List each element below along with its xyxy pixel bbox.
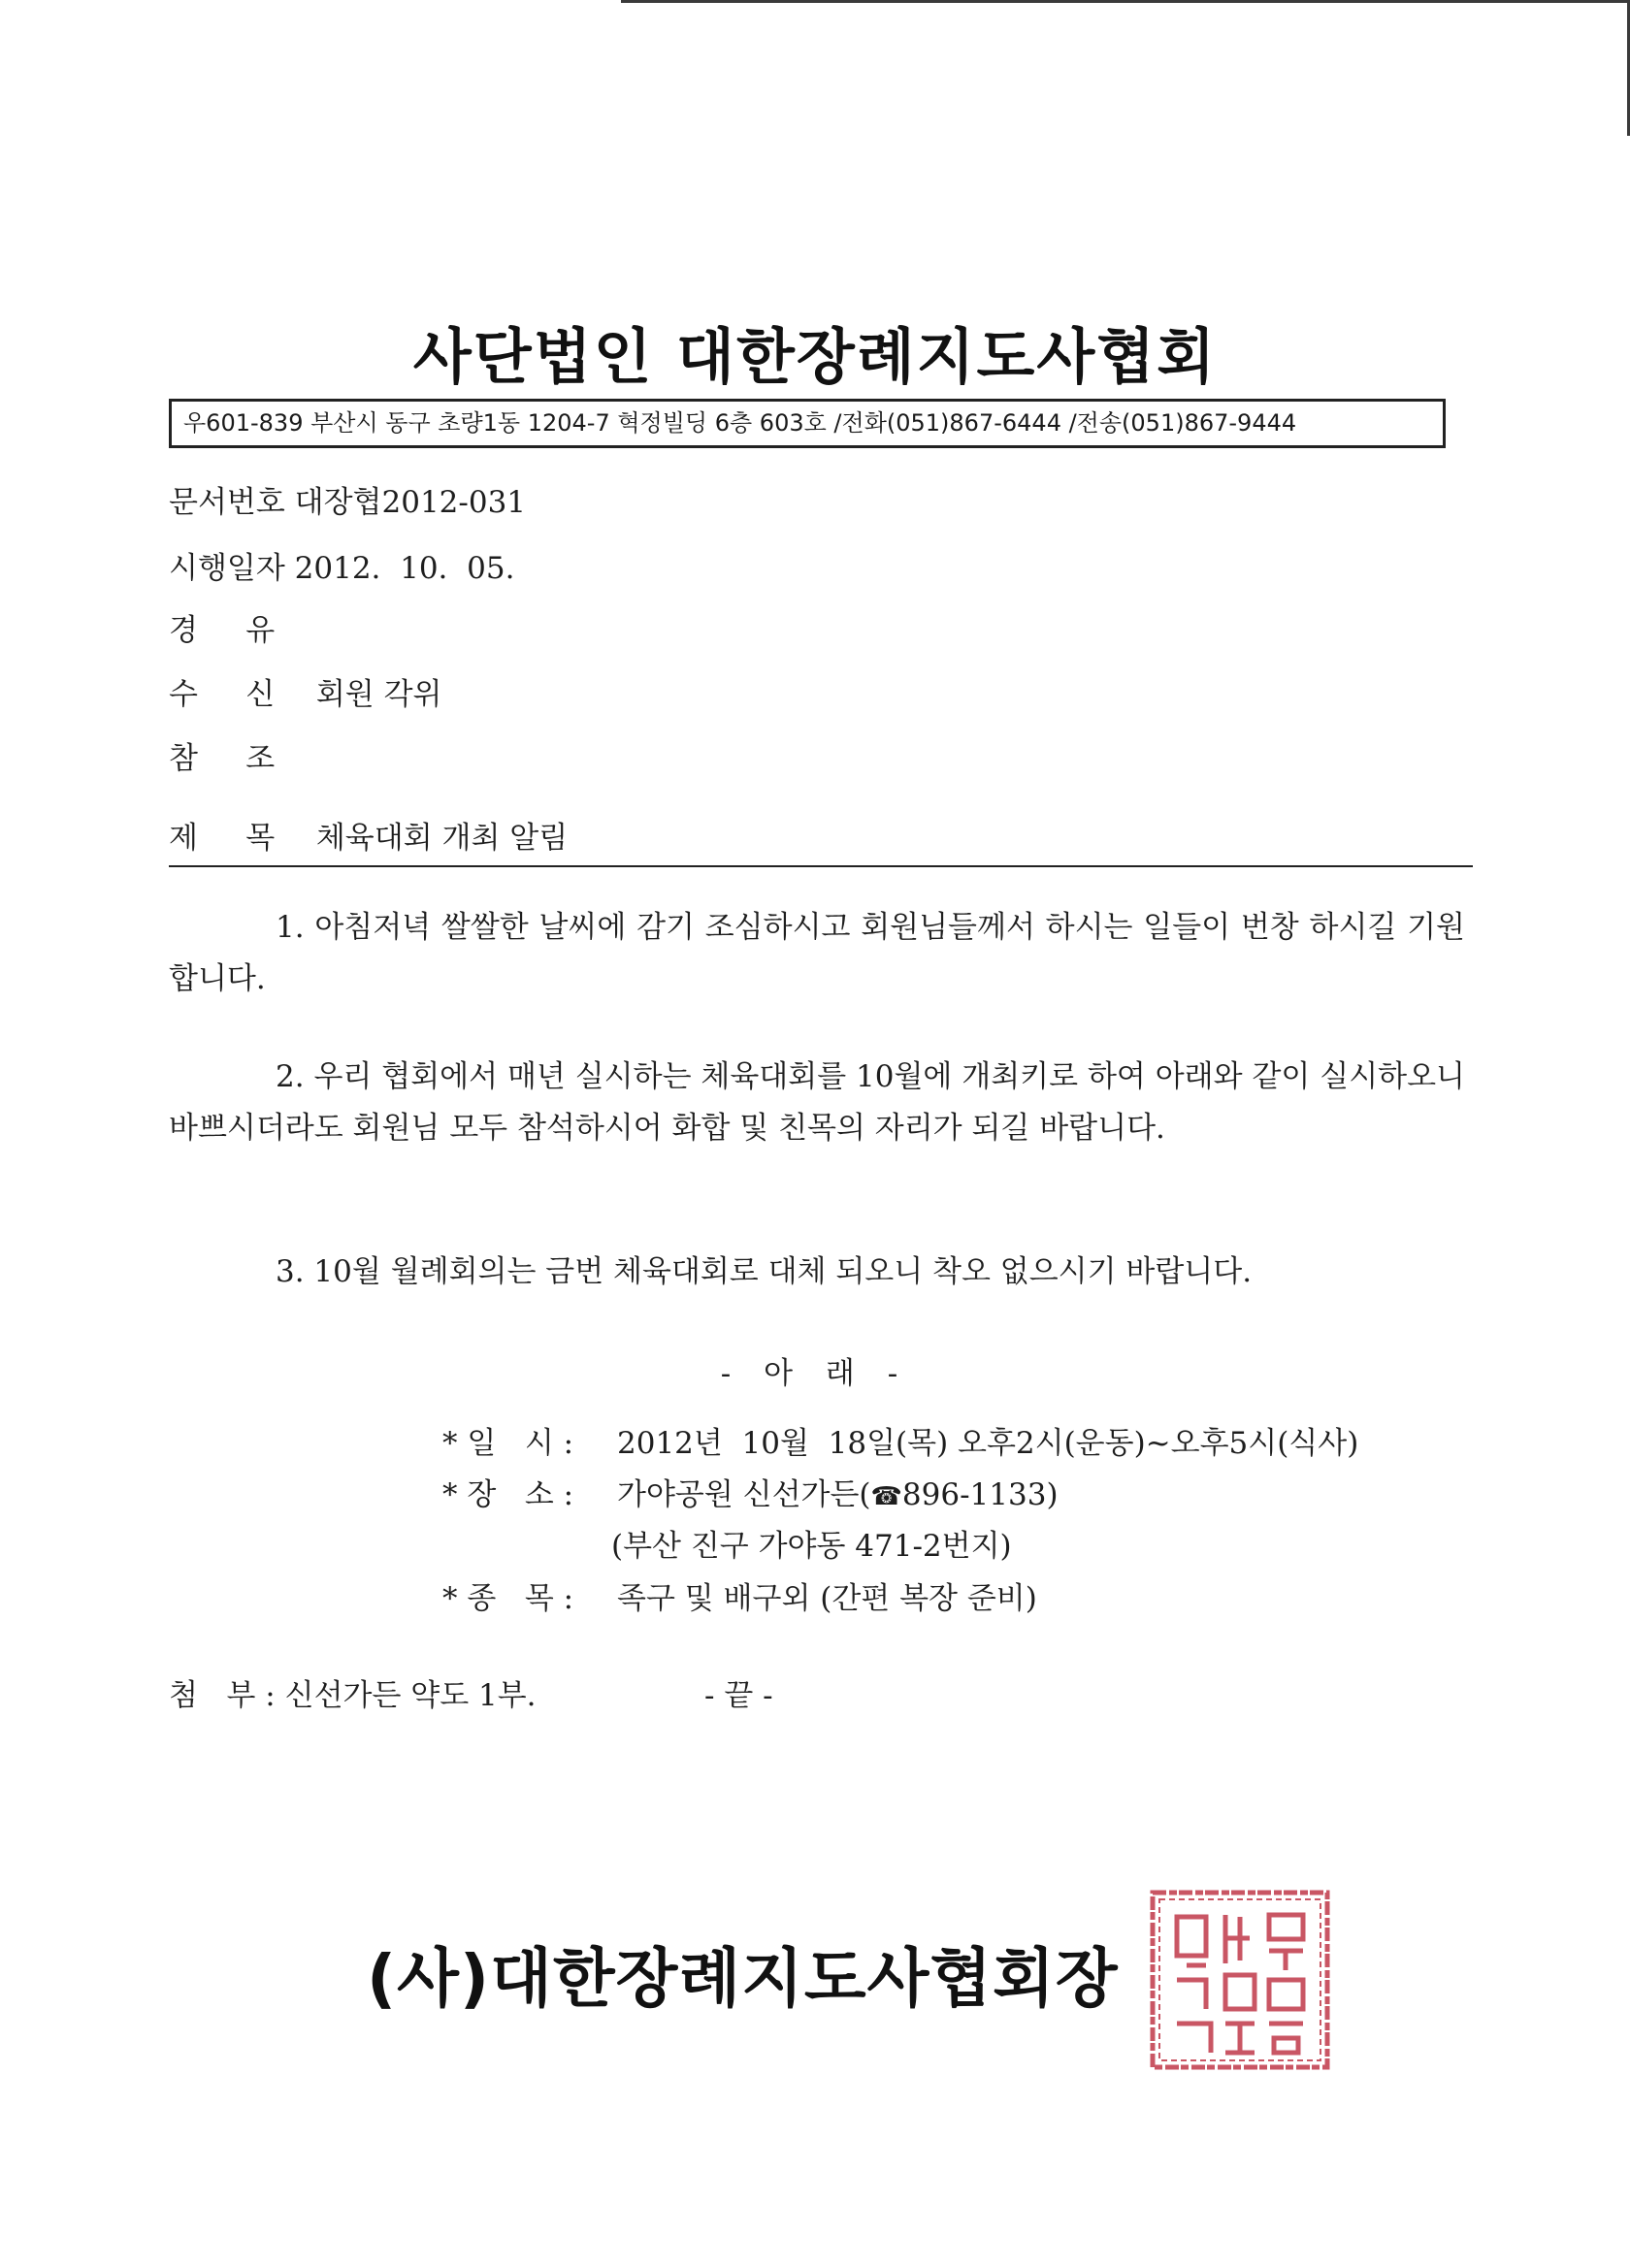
details-heading: - 아 래 - bbox=[720, 1356, 910, 1391]
paragraph-1-text: 1. 아침저녁 쌀쌀한 날씨에 감기 조심하시고 회원님들께서 하시는 일들이 번창 하시길 기원합니다. bbox=[169, 910, 1465, 996]
via-label: 경 유 bbox=[169, 613, 276, 648]
telephone-icon: ☎ bbox=[870, 1482, 902, 1511]
subject-row bbox=[169, 813, 568, 857]
org-title: 사단법인 대한장례지도사협회 bbox=[412, 321, 1218, 392]
doc-number-value: 대장협2012-031 bbox=[294, 485, 527, 520]
recipient-value: 회원 각위 bbox=[315, 677, 442, 712]
detail-place-address: (부산 진구 가야동 471-2번지) bbox=[611, 1529, 1012, 1564]
paragraph-3-text: 3. 10월 월례회의는 금번 체육대회로 대체 되오니 착오 없으시기 바랍니다. bbox=[276, 1254, 1253, 1289]
detail-place-phone: 896-1133) bbox=[901, 1477, 1059, 1512]
via-row bbox=[169, 605, 307, 649]
attachment-row bbox=[169, 1670, 537, 1714]
paragraph-3 bbox=[169, 1247, 1465, 1298]
doc-number-label: 문서번호 bbox=[169, 485, 285, 520]
doc-number-row bbox=[169, 477, 526, 521]
detail-event-row bbox=[442, 1573, 1037, 1617]
recipient-label: 수 신 bbox=[169, 677, 276, 712]
end-mark: - 끝 - bbox=[704, 1678, 773, 1713]
date-label: 시행일자 bbox=[169, 551, 285, 586]
detail-event-value: 족구 및 배구외 (간편 복장 준비) bbox=[617, 1581, 1037, 1616]
header-rule bbox=[169, 865, 1473, 867]
signature-text: (사)대한장례지도사협회장 bbox=[367, 1941, 1119, 2016]
attachment-value: 신선가든 약도 1부. bbox=[284, 1678, 537, 1713]
date-row bbox=[169, 543, 514, 587]
detail-place-label: * 장 소 : bbox=[442, 1477, 574, 1512]
paragraph-1 bbox=[169, 902, 1465, 1005]
subject-label: 제 목 bbox=[169, 821, 276, 856]
detail-event-label: * 종 목 : bbox=[442, 1581, 574, 1616]
address-box bbox=[169, 399, 1446, 448]
detail-place-value: 가야공원 신선가든( bbox=[617, 1477, 871, 1512]
reference-label: 참 조 bbox=[169, 741, 276, 776]
detail-time-row bbox=[442, 1418, 1358, 1462]
scan-edge-top bbox=[621, 0, 1630, 3]
reference-row bbox=[169, 733, 307, 777]
paragraph-2-text: 2. 우리 협회에서 매년 실시하는 체육대회를 10월에 개최키로 하여 아래와 같이 실시하오니 바쁘시더라도 회원님 모두 참석하시어 화합 및 친목의 자리가 되길 바랍니다. bbox=[169, 1059, 1465, 1146]
detail-place-row bbox=[442, 1470, 1059, 1513]
attachment-label: 첨 부 : bbox=[169, 1678, 276, 1713]
detail-time-label: * 일 시 : bbox=[442, 1426, 574, 1461]
date-value: 2012. 10. 05. bbox=[294, 551, 515, 586]
recipient-row bbox=[169, 669, 442, 713]
paragraph-2 bbox=[169, 1052, 1465, 1154]
subject-value: 체육대회 개최 알림 bbox=[315, 821, 569, 856]
detail-time-value: 2012년 10월 18일(목) 오후2시(운동)~오후5시(식사) bbox=[617, 1426, 1359, 1461]
official-seal-icon bbox=[1148, 1888, 1332, 2072]
address-line: 우601-839 부산시 동구 초량1동 1204-7 혁정빌딩 6층 603호 /전화(051)867-6444 /전송(051)867-9444 bbox=[183, 409, 1297, 437]
